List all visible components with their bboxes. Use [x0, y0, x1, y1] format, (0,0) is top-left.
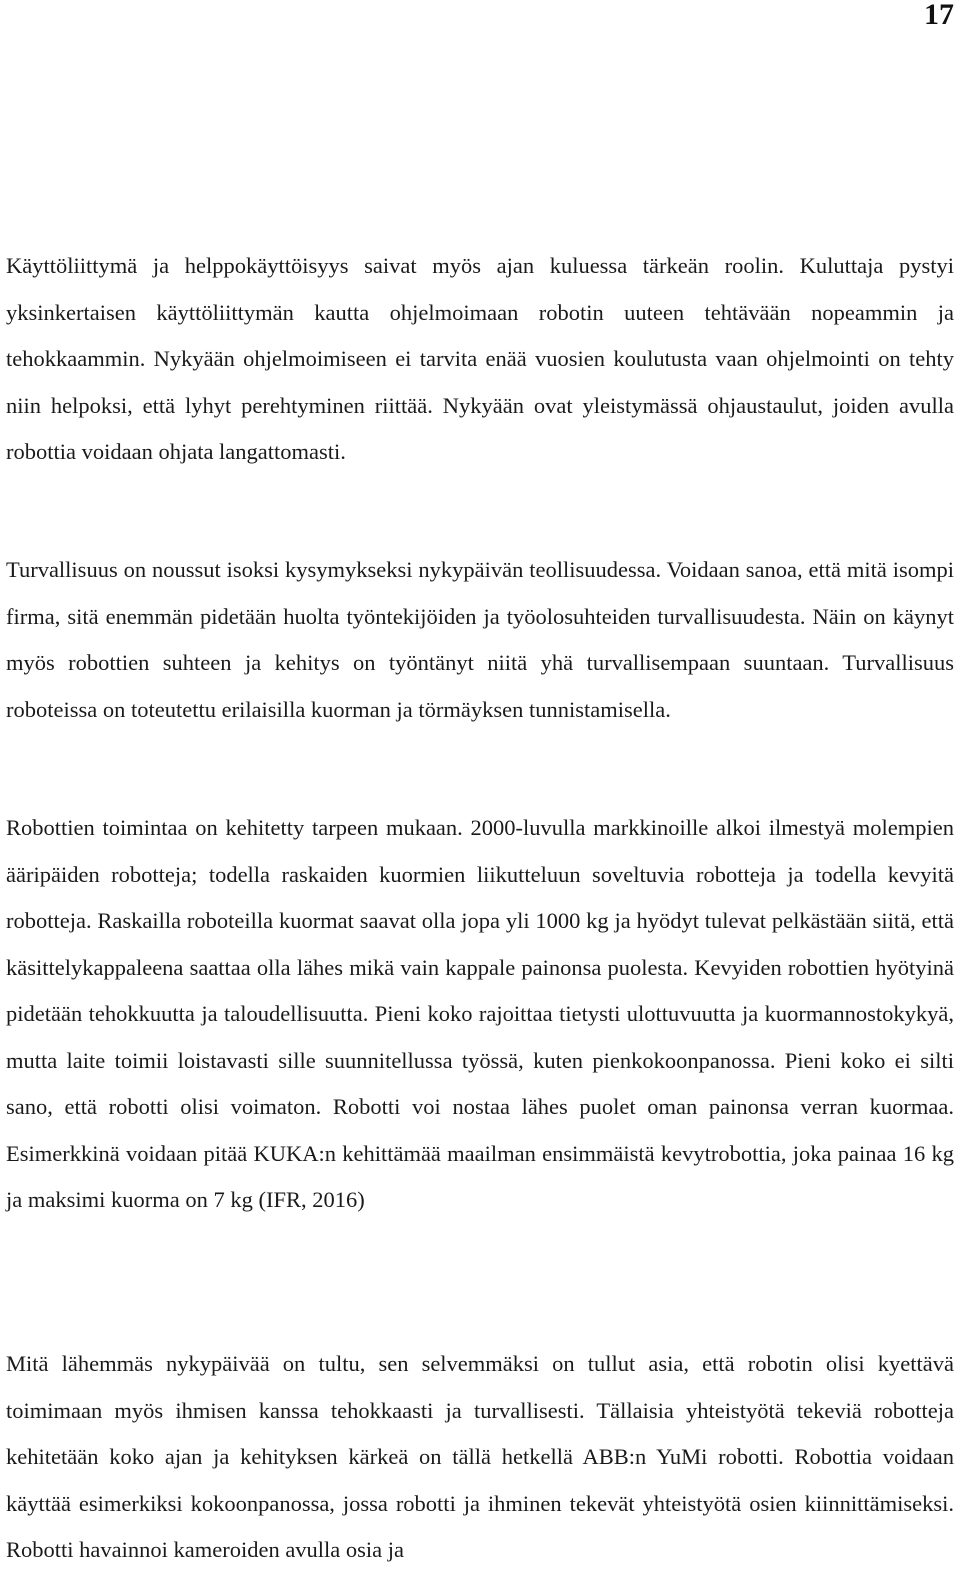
- paragraph-safety: Turvallisuus on noussut isoksi kysymykseksi nykypäivän teollisuudessa. Voidaan sanoa, että mitä isompi firma, sitä enemmän pidetään huolta työntekijöiden ja työolosuhteiden turvallisuudesta. Näin on käynyt myös robottien suhteen ja kehitys on työntänyt niitä yhä turvallisempaan suuntaan. Turvallisuus roboteissa on toteutettu erilaisilla kuorman ja törmäyksen tunnistamisella.: [6, 557, 954, 722]
- paragraph-user-interface: Käyttöliittymä ja helppokäyttöisyys saivat myös ajan kuluessa tärkeän roolin. Kuluttaja pystyi yksinkertaisen käyttöliittymän kautta ohjelmoimaan robotin uuteen tehtävään nopeammin ja tehokkaammin. Nykyään ohjelmoimiseen ei tarvita enää vuosien koulutusta vaan ohjelmointi on tehty niin helpoksi, että lyhyt perehtyminen riittää. Nykyään ovat yleistymässä ohjaustaulut, joiden avulla robottia voidaan ohjata langattomasti.: [6, 253, 954, 464]
- page-number: 17: [924, 0, 954, 31]
- paragraph-collaborative-robots: Mitä lähemmäs nykypäivää on tultu, sen selvemmäksi on tullut asia, että robotin olisi kyettävä toimimaan myös ihmisen kanssa tehokkaasti ja turvallisesti. Tällaisia yhteistyötä tekeviä robotteja kehitetään koko ajan ja kehityksen kärkeä on tällä hetkellä ABB:n YuMi robotti. Robottia voidaan käyttää esimerkiksi kokoonpanossa, jossa robotti ja ihminen tekevät yhteistyötä osien kiinnittämiseksi. Robotti havainnoi kameroiden avulla osia ja: [6, 1351, 954, 1562]
- paragraph-robot-development: Robottien toimintaa on kehitetty tarpeen mukaan. 2000-luvulla markkinoille alkoi ilmestyä molempien ääripäiden robotteja; todella raskaiden kuormien liikutteluun soveltuvia robotteja ja todella kevyitä robotteja. Raskailla roboteilla kuormat saavat olla jopa yli 1000 kg ja hyödyt tulevat pelkästään siitä, että käsittelykappaleena saattaa olla lähes mikä vain kappale painonsa puolesta. Kevyiden robottien hyötyinä pidetään tehokkuutta ja taloudellisuutta. Pieni koko rajoittaa tietysti ulottuvuutta ja kuormannostokykyä, mutta laite toimii loistavasti sille suunnitellussa työssä, kuten pienkokoonpanossa. Pieni koko ei silti sano, että robotti olisi voimaton. Robotti voi nostaa lähes puolet oman painonsa verran kuormaa. Esimerkkinä voidaan pitää KUKA:n kehittämää maailman ensimmäistä kevytrobottia, joka painaa 16 kg ja maksimi kuorma on 7 kg (IFR, 2016): [6, 815, 954, 1212]
